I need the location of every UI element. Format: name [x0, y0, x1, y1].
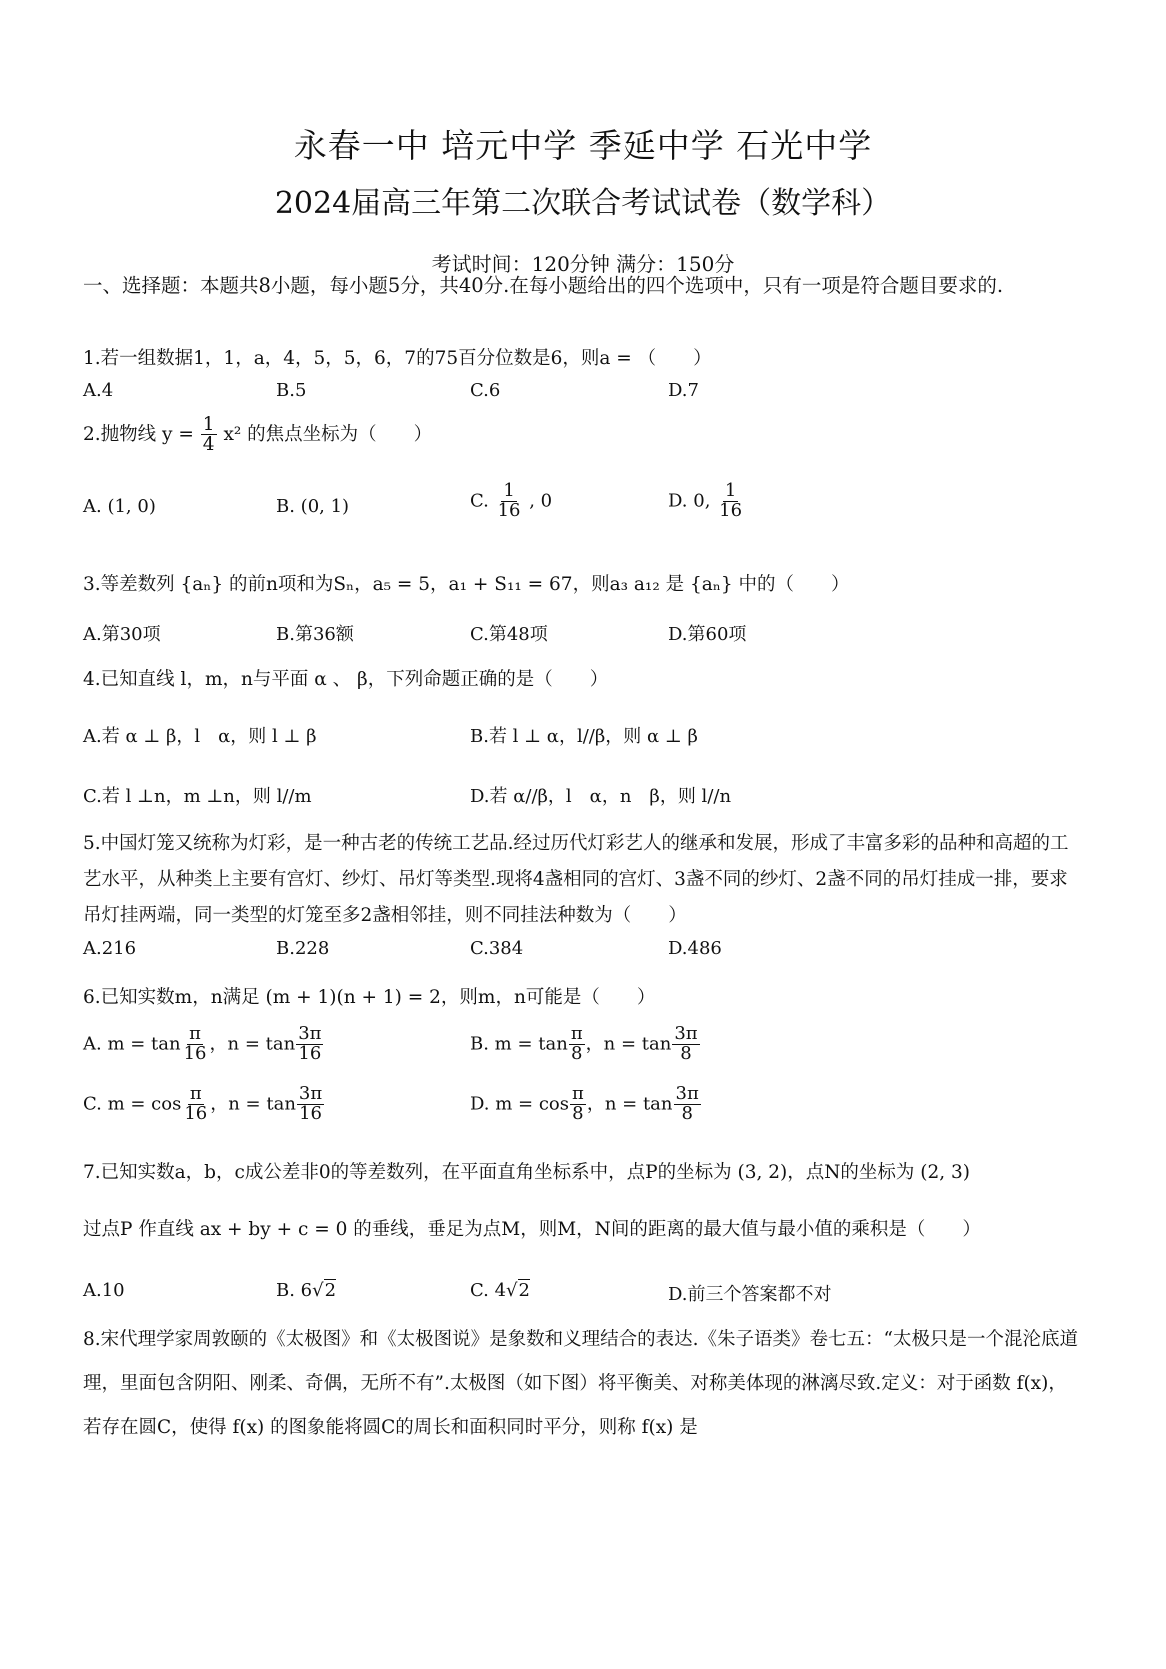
q2-frac-den: 4 [202, 434, 215, 456]
q7-b-label: B. 6 [276, 1280, 313, 1301]
q6-a-n: ，n = tan [209, 1033, 296, 1055]
q7-option-d: D.前三个答案都不对 [668, 1284, 832, 1305]
q6-b-den1: 8 [571, 1042, 583, 1064]
q7-b-radicand: 2 [324, 1280, 337, 1301]
q1-option-d: D.7 [668, 380, 699, 401]
q4-option-b: B.若 l ⊥ α，l//β，则 α ⊥ β [470, 726, 698, 747]
q6-c-den1: 16 [184, 1102, 208, 1124]
q2-prefix: 2.抛物线 y = [83, 423, 194, 445]
q6-d-num2: 3π [675, 1083, 699, 1104]
question-7-line1: 7.已知实数a，b，c成公差非0的等差数列，在平面直角坐标系中，点P的坐标为 (3, 2)，点N的坐标为 (2, 3) [83, 1162, 971, 1183]
q6-b-den2: 8 [680, 1042, 692, 1064]
sqrt-icon: √ [506, 1280, 518, 1301]
q6-a-frac2 [296, 1025, 323, 1064]
q2-c-tail: , 0 [529, 490, 553, 512]
q3-option-c: C.第48项 [470, 624, 548, 645]
q2-c-fraction [496, 482, 523, 521]
q2-d-den: 16 [719, 499, 743, 521]
q6-c-den2: 16 [299, 1102, 323, 1124]
q6-c-n: ，n = tan [210, 1093, 296, 1115]
q2-option-b: B. (0, 1) [276, 496, 350, 517]
q6-d-den1: 8 [572, 1102, 584, 1124]
q6-c-frac2 [297, 1085, 324, 1124]
question-7-line2: 过点P 作直线 ax + by + c = 0 的垂线，垂足为点M，则M，N间的距离的最大值与最小值的乘积是（ ） [83, 1219, 981, 1240]
q1-option-c: C.6 [470, 380, 501, 401]
q6-d-num1: π [571, 1083, 584, 1104]
q6-d-n: ，n = tan [586, 1093, 673, 1115]
q2-d-fraction [717, 482, 744, 521]
school-names: 永春一中 培元中学 季延中学 石光中学 [293, 126, 873, 165]
q6-a-num1: π [189, 1023, 201, 1044]
q6-option-a [83, 1025, 324, 1064]
q7-option-a: A.10 [83, 1280, 125, 1301]
q2-d-head: 0, [693, 490, 711, 512]
q6-d-frac2 [674, 1085, 701, 1124]
q6-b-num2: 3π [674, 1023, 698, 1044]
q3-option-d: D.第60项 [668, 624, 747, 645]
question-6-stem: 6.已知实数m，n满足 (m + 1)(n + 1) = 2，则m，n可能是（ ） [83, 987, 656, 1008]
q6-b-num1: π [570, 1023, 583, 1044]
q6-a-den1: 16 [183, 1042, 207, 1064]
q6-a-m: A. m = tan [83, 1033, 181, 1055]
question-5-stem: 5.中国灯笼又统称为灯彩，是一种古老的传统工艺品.经过历代灯彩艺人的继承和发展，形成了丰富多彩的品种和高超的工艺水平，从种类上主要有宫灯、纱灯、吊灯等类型.现将4盏相同的宫灯、3盏不同的纱灯、2盏不同的吊灯挂成一排，要求吊灯挂两端，同一类型的灯笼至多2盏相邻挂，则不同挂法种数为（ ） [83, 833, 1069, 926]
q4-option-a: A.若 α ⊥ β，l α，则 l ⊥ β [83, 726, 317, 747]
q2-c-label: C. [470, 490, 489, 512]
q4-option-d: D.若 α//β，l α，n β，则 l//n [470, 786, 732, 807]
q6-option-c [83, 1085, 325, 1124]
q6-c-frac1 [182, 1085, 209, 1124]
question-1-stem: 1.若一组数据1，1，a，4，5，5，6，7的75百分位数是6，则a = （ ） [83, 348, 712, 369]
q6-option-d [470, 1085, 702, 1124]
question-2-stem [83, 415, 432, 455]
question-8-stem: 8.宋代理学家周敦颐的《太极图》和《太极图说》是象数和义理结合的表达.《朱子语类》卷七五：“太极只是一个混沦底道理，里面包含阴阳、刚柔、奇偶，无所不有”.太极图（如下图）将平衡美、对称美体现的淋漓尽致.定义：对于函数 f(x)，若存在圆C，使得 f(x) 的图象能将圆C的周长和面积同时平分，则称 f(x) 是 [83, 1329, 1078, 1438]
q6-c-num2: 3π [298, 1083, 323, 1104]
exam-title: 2024届高三年第二次联合考试试卷（数学科） [274, 186, 892, 221]
q6-d-m: D. m = cos [470, 1093, 569, 1115]
q2-frac-num: 1 [202, 414, 215, 435]
q3-option-a: A.第30项 [83, 624, 161, 645]
sqrt-icon: √ [312, 1280, 324, 1301]
q5-option-d: D.486 [668, 938, 722, 959]
q6-a-num2: 3π [298, 1023, 322, 1044]
q6-a-frac1 [182, 1025, 209, 1064]
exam-meta: 考试时间：120分钟 满分：150分 [431, 252, 735, 276]
q5-option-a: A.216 [83, 938, 137, 959]
q2-option-d [668, 482, 745, 521]
q4-option-c: C.若 l ⊥n，m ⊥n，则 l//m [83, 786, 312, 807]
q6-d-den2: 8 [681, 1102, 693, 1124]
q2-c-den: 16 [497, 499, 521, 521]
q7-option-b [276, 1280, 336, 1301]
q6-option-b [470, 1025, 701, 1064]
q1-option-b: B.5 [276, 380, 307, 401]
q6-c-num1: π [189, 1083, 202, 1104]
q6-b-m: B. m = tan [470, 1033, 568, 1055]
q2-c-num: 1 [503, 480, 515, 501]
question-3-stem: 3.等差数列 {aₙ} 的前n项和为Sₙ，a₅ = 5，a₁ + S₁₁ = 67，则a₃ a₁₂ 是 {aₙ} 中的（ ） [83, 574, 850, 595]
q2-d-label: D. [668, 490, 688, 512]
q5-option-b: B.228 [276, 938, 330, 959]
section-intro: 一、选择题：本题共8小题，每小题5分，共40分.在每小题给出的四个选项中，只有一项是符合题目要求的. [83, 274, 1004, 297]
q7-option-c [470, 1280, 530, 1301]
q2-option-c [470, 482, 552, 521]
q6-a-den2: 16 [298, 1042, 322, 1064]
question-4-stem: 4.已知直线 l，m，n与平面 α 、 β，下列命题正确的是（ ） [83, 669, 609, 690]
q2-d-num: 1 [724, 480, 737, 501]
q7-c-label: C. 4 [470, 1280, 507, 1301]
q5-option-c: C.384 [470, 938, 524, 959]
q6-b-frac1 [569, 1025, 585, 1064]
q6-d-frac1 [570, 1085, 586, 1124]
q2-fraction [201, 415, 217, 455]
q6-c-m: C. m = cos [83, 1093, 182, 1115]
q2-suffix: x² 的焦点坐标为（ ） [223, 423, 433, 445]
q6-b-n: ，n = tan [585, 1033, 672, 1055]
q6-b-frac2 [672, 1025, 699, 1064]
q1-option-a: A.4 [83, 380, 114, 401]
q3-option-b: B.第36额 [276, 624, 354, 645]
q7-c-radicand: 2 [518, 1280, 530, 1301]
q2-option-a: A. (1, 0) [83, 496, 156, 517]
